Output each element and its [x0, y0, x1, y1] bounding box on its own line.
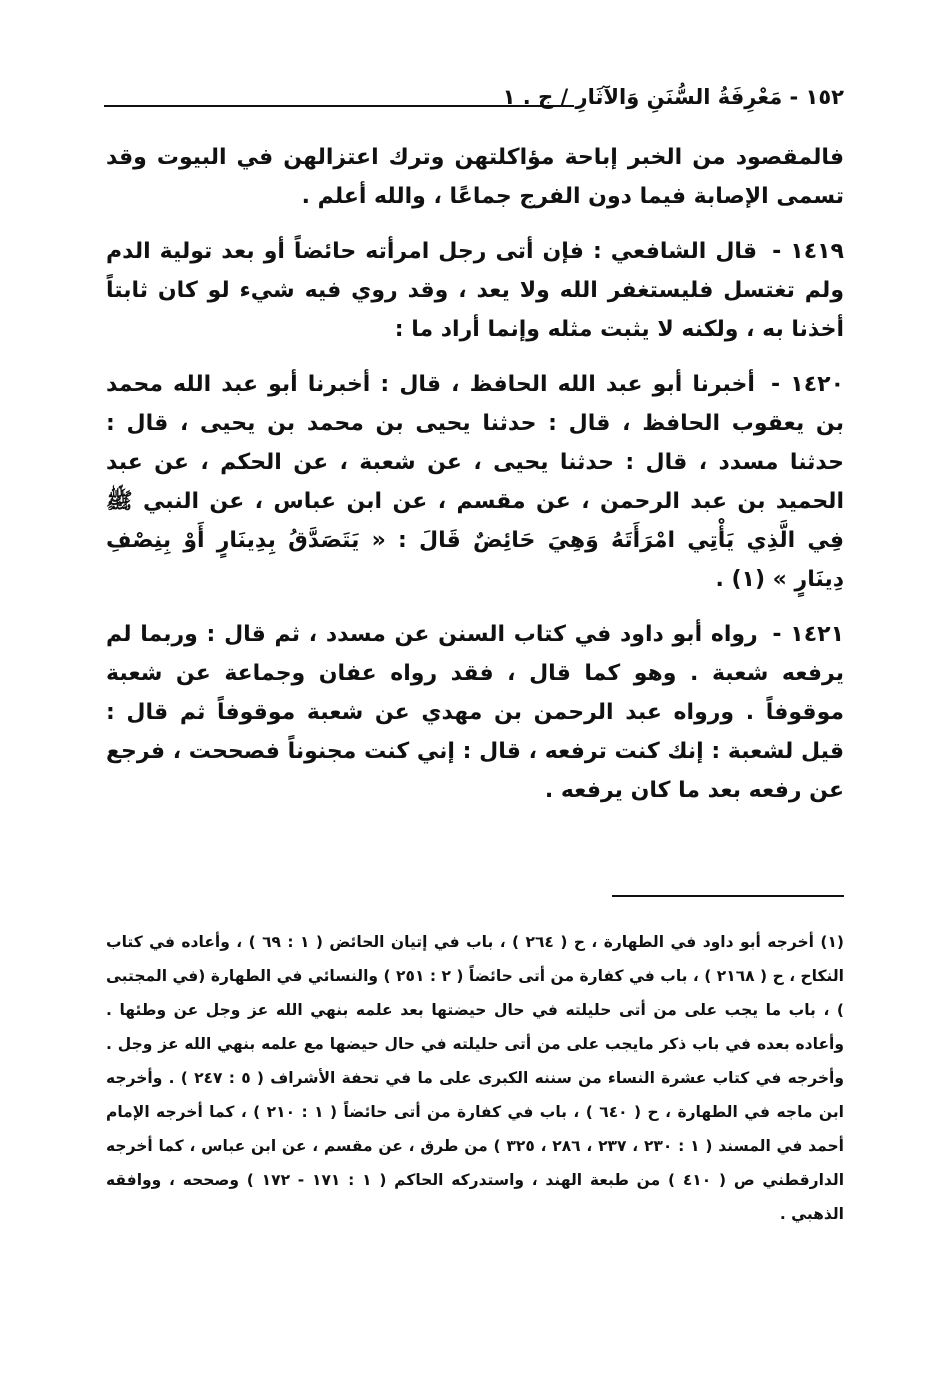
hadith-number: ١٤٢١ - — [772, 622, 844, 647]
page-header — [104, 80, 844, 114]
hadith-number: ١٤٢٠ - — [771, 372, 844, 397]
footnotes — [106, 925, 844, 1231]
header-rule — [104, 105, 574, 107]
paragraph-text: قال الشافعي : فإن أتى رجل امرأته حائضاً أو بعد تولية الدم ولم تغتسل فليستغفر الله ولا يعد ، وقد روي فيه شيء لو كان ثابتاً أخذنا به ، ولكنه لا يثبت مثله وإنما أراد ما : — [106, 239, 844, 342]
main-text — [106, 138, 844, 826]
footnote-separator — [612, 895, 844, 897]
paragraph-1420 — [106, 365, 844, 599]
paragraph-text: فالمقصود من الخبر إباحة مؤاكلتهن وترك اعتزالهن في البيوت وقد تسمى الإصابة فيما دون الفرج جماعًا ، والله أعلم . — [106, 145, 844, 209]
paragraph-1419 — [106, 232, 844, 349]
footnote-1: (١) أخرجه أبو داود في الطهارة ، ح ( ٢٦٤ ) ، باب في إتيان الحائض ( ١ : ٦٩ ) ، وأعاده في كتاب النكاح ، ح ( ٢١٦٨ ) ، باب في كفارة من أتى حائضاً ( ٢ : ٢٥١ ) والنسائي في الطهارة (في المجتبى ) ، باب ما يجب على من أتى حليلته في حال حيضتها بعد علمه بنهي الله عز وجل عن وطئها . وأعاده بعده في باب ذكر مايجب على من أتى حليلته في حال حيضها مع علمه بنهي الله عز وجل . وأخرجه في كتاب عشرة النساء من سننه الكبرى على ما في تحفة الأشراف ( ٥ : ٢٤٧ ) . وأخرجه ابن ماجه في الطهارة ، ح ( ٦٤٠ ) ، باب في كفارة من أتى حائضاً ( ١ : ٢١٠ ) ، كما أخرجه الإمام أحمد في المسند ( ١ : ٢٣٠ ، ٢٣٧ ، ٢٨٦ ، ٣٢٥ ) من طرق ، عن مقسم ، عن ابن عباس ، كما أخرجه الدارقطني ص ( ٤١٠ ) من طبعة الهند ، واستدركه الحاكم ( ١ : ١٧١ - ١٧٢ ) وصححه ، ووافقه الذهبي . — [106, 933, 845, 1223]
paragraph-text: أخبرنا أبو عبد الله الحافظ ، قال : أخبرنا أبو عبد الله محمد بن يعقوب الحافظ ، قال : حدثنا يحيى بن محمد بن يحيى ، قال : حدثنا مسدد ، قال : حدثنا يحيى ، عن شعبة ، عن الحكم ، عن عبد الحميد بن عبد الرحمن ، عن مقسم ، عن ابن عباس ، عن النبي ﷺ فِي الَّذِي يَأْتِي امْرَأَتَهُ وَهِيَ حَائِضٌ قَالَ : « يَتَصَدَّقُ بِدِينَارٍ أَوْ بِنِصْفِ دِينَارٍ » (١) . — [106, 372, 844, 592]
paragraph-text: رواه أبو داود في كتاب السنن عن مسدد ، ثم قال : وربما لم يرفعه شعبة . وهو كما قال ، فقد رواه عفان وجماعة عن شعبة موقوفاً . ورواه عبد الرحمن بن مهدي عن شعبة موقوفاً ثم قال : قيل لشعبة : إنك كنت ترفعه ، قال : إني كنت مجنوناً فصححت ، فرجع عن رفعه بعد ما كان يرفعه . — [106, 622, 844, 803]
paragraph-1421 — [106, 615, 844, 810]
paragraph-intro — [106, 138, 844, 216]
running-title: ١٥٢ - مَعْرِفَةُ السُّنَنِ وَالآثَارِ / ج . ١ — [502, 85, 844, 109]
hadith-number: ١٤١٩ - — [772, 239, 844, 264]
